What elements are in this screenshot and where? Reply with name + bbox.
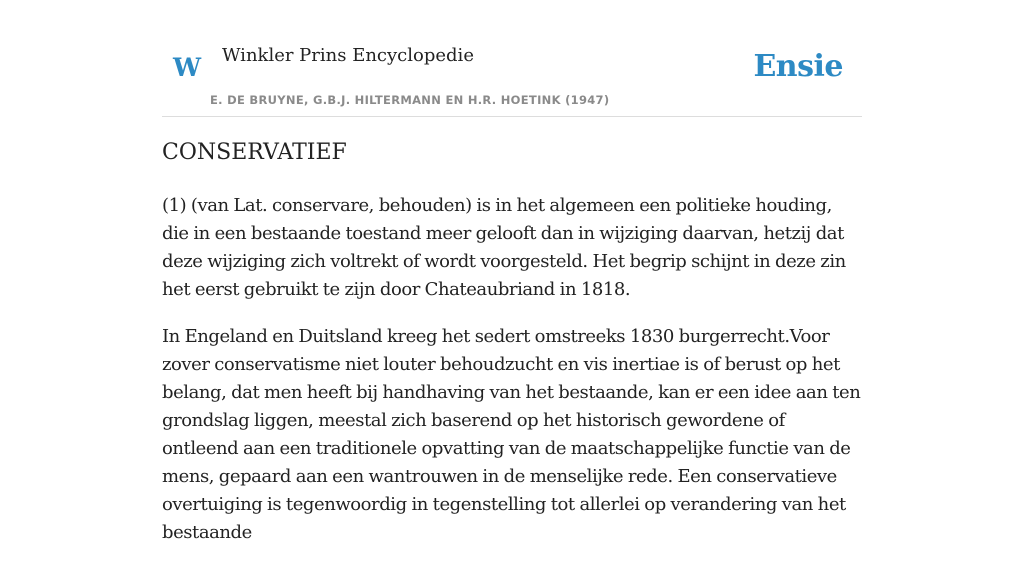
publication-authors: E. DE BRUYNE, G.B.J. HILTERMANN EN H.R. HOETINK (1947) xyxy=(210,93,610,107)
article-paragraph: In Engeland en Duitsland kreeg het sedert omstreeks 1830 burgerrecht.Voor zover conservatisme niet louter behoudzucht en vis inertiae is of berust op het belang, dat men heeft bij handhaving van het bestaande, kan er een idee aan ten grondslag liggen, meestal zich baserend op het historisch gewordene of ontleend aan een traditionele opvatting van de maatschappelijke functie van de mens, gepaard aan een wantrouwen in de menselijke rede. Een conservatieve overtuiging is tegenwoordig in tegenstelling tot allerlei op verandering van het bestaande xyxy=(162,326,861,544)
winkler-prins-logo[interactable]: W xyxy=(173,53,202,82)
publication-title[interactable]: Winkler Prins Encyclopedie xyxy=(222,45,474,66)
article-paragraph: (1) (van Lat. conservare, behouden) is in het algemeen een politieke houding, die in een bestaande toestand meer gelooft dan in wijziging daarvan, hetzij dat deze wijziging zich voltrekt of wordt voorgesteld. Het begrip schijnt in deze zin het eerst gebruikt te zijn door Chateaubriand in 1818. xyxy=(162,195,846,301)
publication-header xyxy=(162,40,862,117)
article-title: CONSERVATIEF xyxy=(162,140,347,165)
article-content xyxy=(162,140,862,566)
ensie-brand-logo[interactable]: Ensie xyxy=(753,49,843,84)
